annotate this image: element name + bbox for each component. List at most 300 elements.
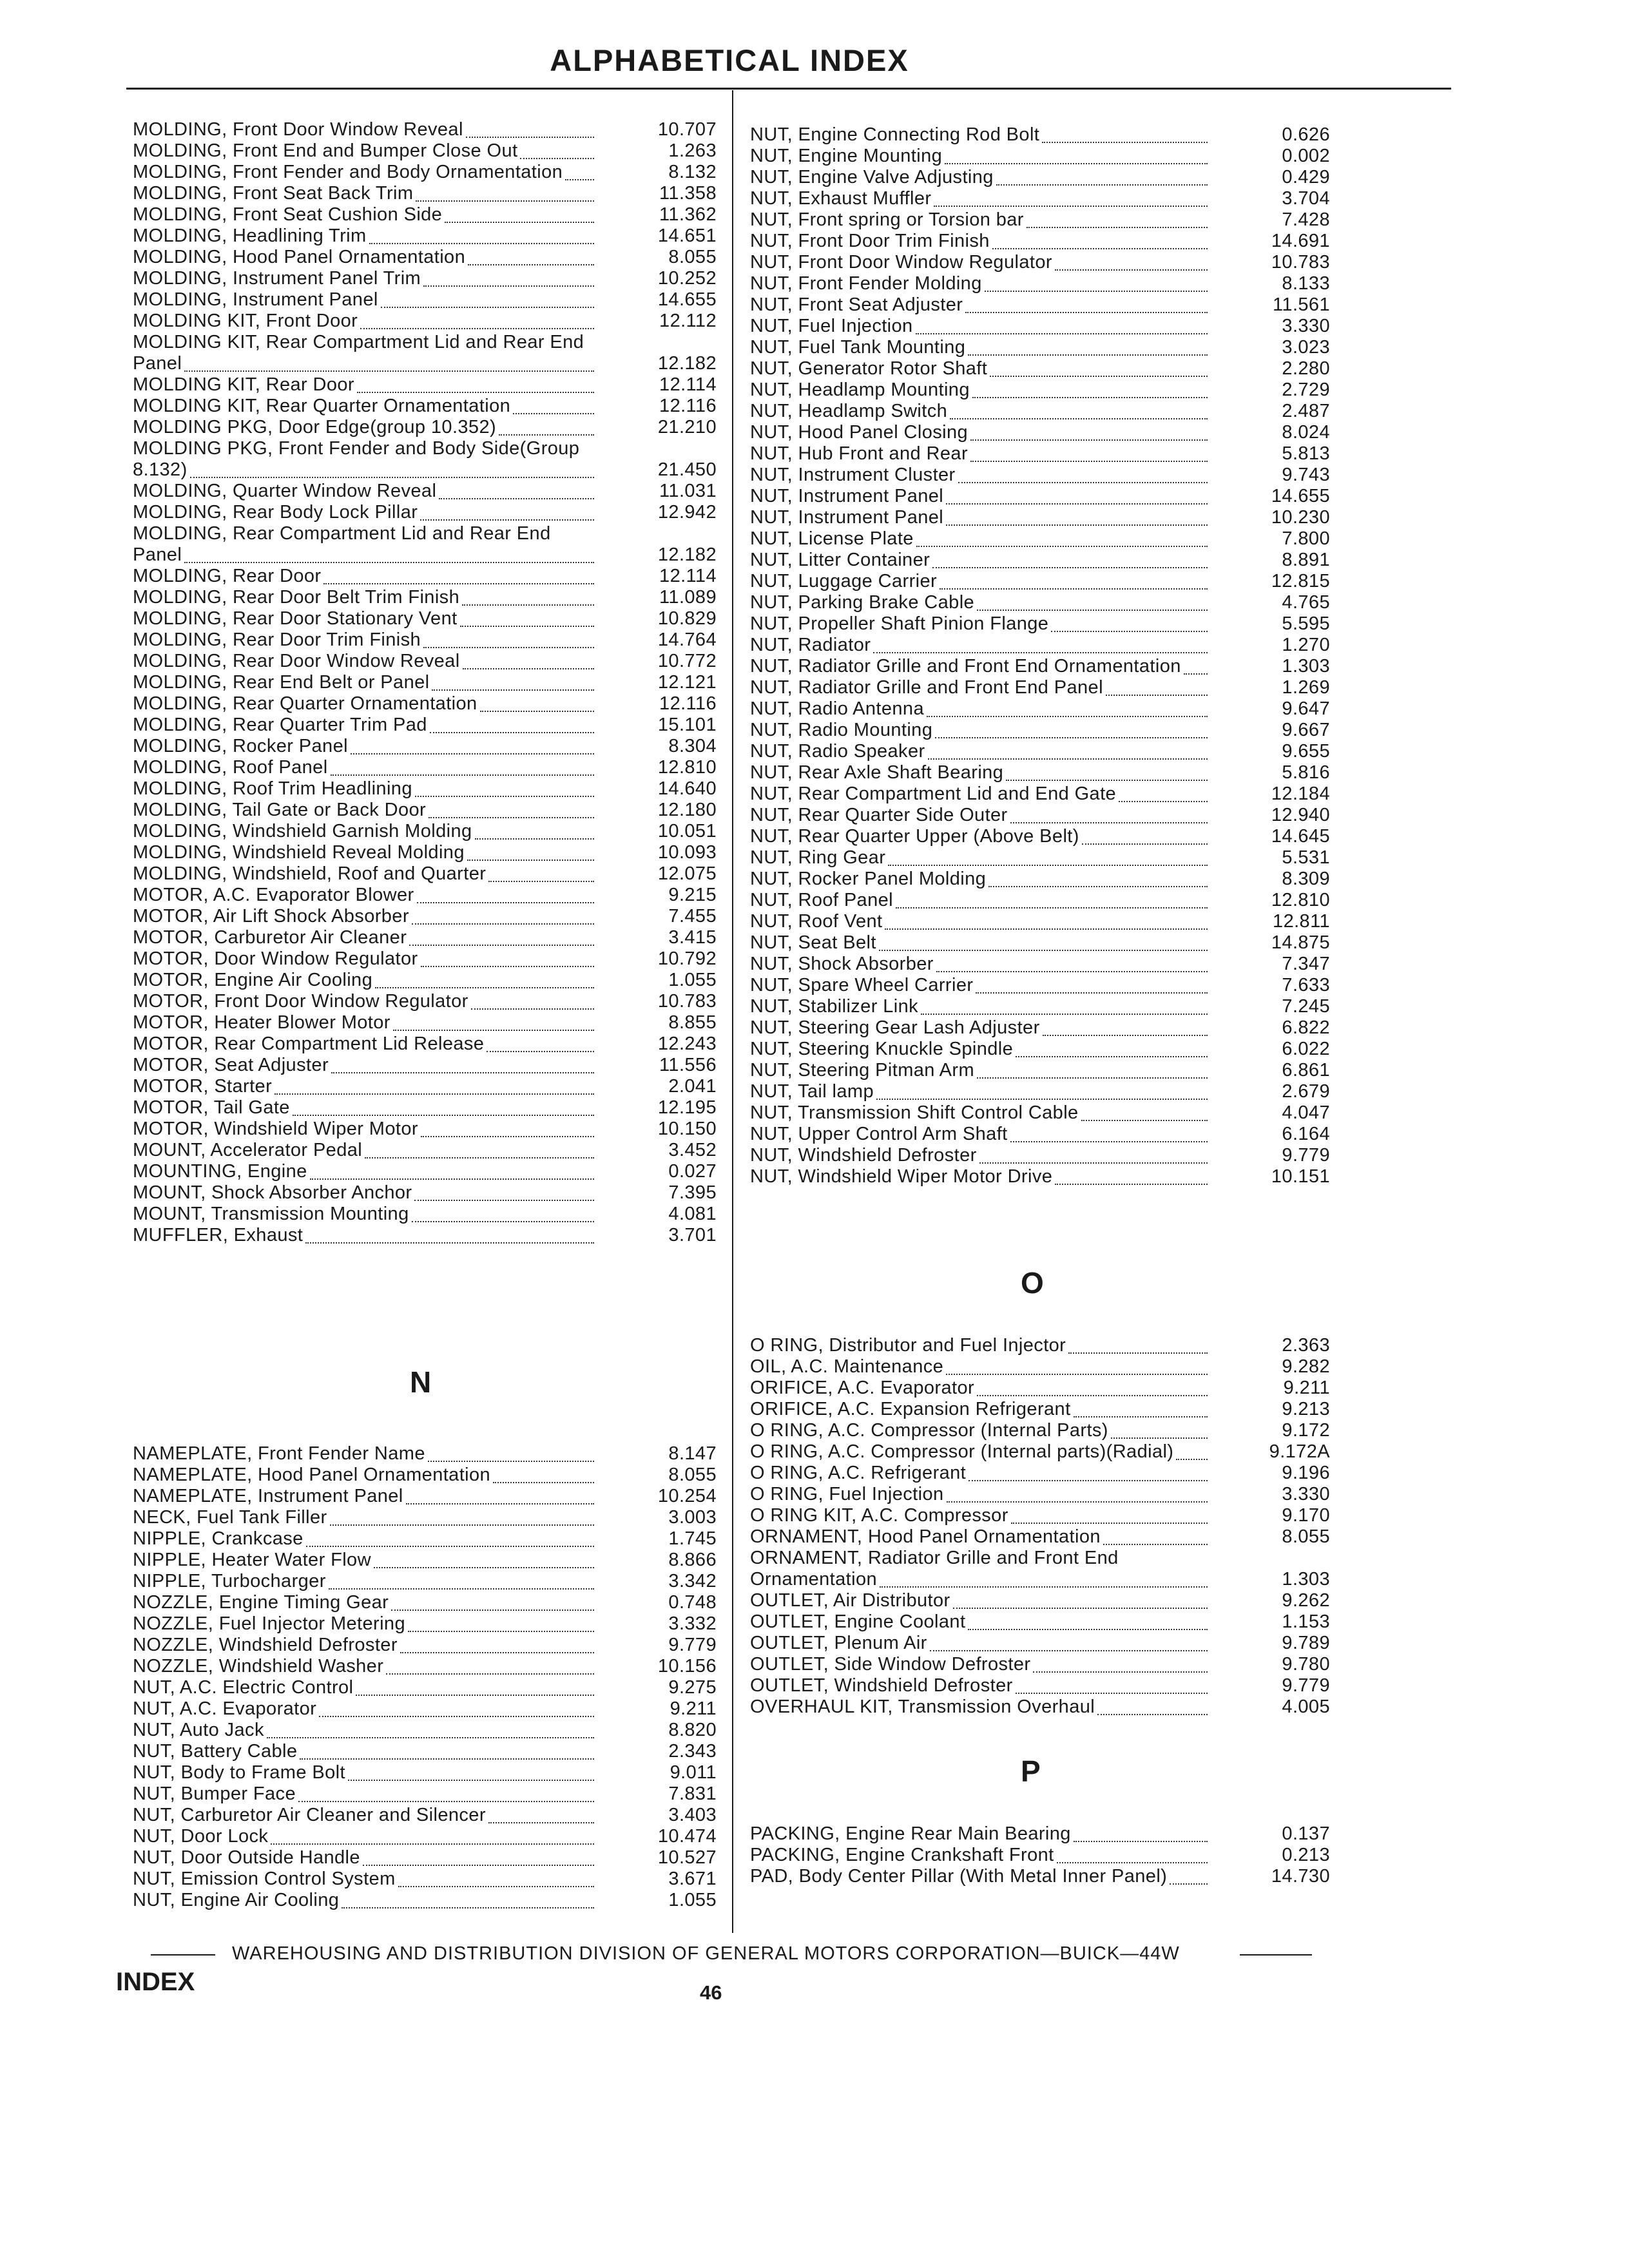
entry-label: NUT, Body to Frame Bolt <box>133 1762 345 1783</box>
entry-label: MOLDING, Front End and Bumper Close Out <box>133 140 518 161</box>
index-entry <box>750 847 1330 869</box>
dot-leader <box>184 562 594 563</box>
dot-leader <box>1016 1056 1208 1057</box>
entry-page-ref: 10.792 <box>657 948 717 969</box>
entry-label: MOTOR, Engine Air Cooling <box>133 970 373 990</box>
index-entry <box>133 1613 717 1635</box>
index-entry <box>133 311 717 332</box>
entry-label: NAMEPLATE, Hood Panel Ornamentation <box>133 1465 491 1485</box>
dot-leader <box>391 1610 594 1611</box>
dot-leader <box>357 392 594 393</box>
index-entry <box>133 268 717 289</box>
entry-label: NUT, Rear Axle Shaft Bearing <box>750 762 1004 783</box>
entry-page-ref: 3.704 <box>1282 188 1330 209</box>
entry-page-ref: 9.655 <box>1282 741 1330 762</box>
index-entry <box>750 1823 1330 1845</box>
dot-leader <box>293 1115 594 1116</box>
entry-page-ref: 2.729 <box>1282 380 1330 400</box>
entry-page-ref: 2.487 <box>1282 401 1330 421</box>
entry-label: MOLDING, Instrument Panel Trim <box>133 268 421 289</box>
entry-page-ref: 10.051 <box>657 821 717 841</box>
entry-label: NUT, Emission Control System <box>133 1869 396 1889</box>
index-entry <box>750 720 1330 741</box>
dot-leader <box>423 285 594 287</box>
entry-page-ref: 7.455 <box>668 906 717 927</box>
index-entry <box>750 762 1330 783</box>
entry-page-ref: 14.655 <box>1271 486 1330 506</box>
entry-label: O RING, A.C. Compressor (Internal parts)(Radial) <box>750 1441 1174 1462</box>
index-entry <box>750 571 1330 592</box>
entry-page-ref: 9.172A <box>1269 1441 1330 1462</box>
entry-page-ref: 9.743 <box>1282 465 1330 485</box>
index-entry <box>750 1441 1330 1463</box>
index-entry <box>750 592 1330 613</box>
entry-page-ref: 9.779 <box>1282 1145 1330 1166</box>
dot-leader <box>467 860 594 861</box>
entry-label: NAMEPLATE, Instrument Panel <box>133 1486 403 1506</box>
entry-label: MOLDING, Windshield Reveal Molding <box>133 842 465 863</box>
entry-label: MOLDING, Windshield, Roof and Quarter <box>133 863 487 884</box>
dot-leader <box>271 1843 594 1845</box>
entry-label: NOZZLE, Engine Timing Gear <box>133 1592 389 1613</box>
entry-label: NUT, Tail lamp <box>750 1081 874 1102</box>
entry-label: O RING, A.C. Refrigerant <box>750 1463 967 1483</box>
dot-leader <box>1006 780 1208 781</box>
entry-label: ORNAMENT, Hood Panel Ornamentation <box>750 1526 1101 1547</box>
index-entry <box>750 1399 1330 1420</box>
entry-label: OUTLET, Windshield Defroster <box>750 1675 1013 1696</box>
entry-page-ref: 9.211 <box>670 1698 717 1719</box>
entry-page-ref: 10.527 <box>657 1847 717 1868</box>
entry-page-ref: 12.184 <box>1271 783 1330 804</box>
index-entry <box>133 587 717 608</box>
entry-label: MOLDING, Rear Body Lock Pillar <box>133 502 418 523</box>
entry-page-ref: 9.213 <box>1282 1399 1330 1419</box>
entry-page-ref: 1.745 <box>668 1528 717 1549</box>
dot-leader <box>958 482 1208 483</box>
entry-label: NUT, A.C. Evaporator <box>133 1698 317 1719</box>
entry-label: NUT, Windshield Wiper Motor Drive <box>750 1166 1053 1187</box>
entry-page-ref: 7.347 <box>1282 954 1330 974</box>
index-entry <box>750 337 1330 358</box>
index-entry <box>750 1505 1330 1526</box>
entry-page-ref: 8.866 <box>668 1550 717 1570</box>
dot-leader <box>888 865 1208 866</box>
entry-page-ref: 1.055 <box>668 1890 717 1910</box>
entry-label: MOLDING, Hood Panel Ornamentation <box>133 247 466 267</box>
entry-label: MOTOR, Air Lift Shock Absorber <box>133 906 409 927</box>
entry-label: NUT, Front spring or Torsion bar <box>750 209 1024 230</box>
entry-label: MOLDING, Headlining Trim <box>133 226 367 246</box>
entry-label: NUT, Door Lock <box>133 1826 269 1847</box>
entry-label: NUT, Spare Wheel Carrier <box>750 975 974 995</box>
entry-label: NUT, Exhaust Muffler <box>750 188 932 209</box>
entry-page-ref: 11.561 <box>1273 294 1330 315</box>
index-entry <box>750 954 1330 975</box>
dot-leader <box>468 264 594 265</box>
dot-leader <box>565 179 594 180</box>
entry-page-ref: 1.153 <box>1282 1611 1330 1632</box>
dot-leader <box>342 1907 594 1908</box>
dot-leader <box>979 1162 1208 1164</box>
entry-page-ref: 9.170 <box>1282 1505 1330 1526</box>
dot-leader <box>879 950 1208 951</box>
entry-page-ref: 11.358 <box>659 183 717 204</box>
entry-page-ref: 5.813 <box>1282 443 1330 464</box>
index-entry <box>133 332 717 374</box>
dot-leader <box>916 546 1208 547</box>
entry-label: MOLDING, Front Seat Back Trim <box>133 183 414 204</box>
dot-leader <box>463 668 594 669</box>
index-entry <box>750 1166 1330 1187</box>
dot-leader <box>331 1072 594 1073</box>
entry-page-ref: 8.055 <box>1282 1526 1330 1547</box>
dot-leader <box>988 886 1208 887</box>
index-entry <box>750 1378 1330 1399</box>
index-entry <box>750 188 1330 209</box>
index-entry <box>133 1783 717 1805</box>
entry-page-ref: 1.269 <box>1282 677 1330 698</box>
dot-leader <box>1074 1841 1208 1842</box>
index-entry <box>133 1140 717 1161</box>
entry-label: O RING, A.C. Compressor (Internal Parts) <box>750 1420 1108 1441</box>
index-entry <box>750 401 1330 422</box>
entry-page-ref: 8.147 <box>668 1443 717 1464</box>
entry-page-ref: 12.112 <box>659 311 717 331</box>
index-entry <box>133 162 717 183</box>
entry-page-ref: 3.403 <box>668 1805 717 1825</box>
entry-label: MOLDING, Front Fender and Body Ornamentation <box>133 162 563 182</box>
entry-page-ref: 12.075 <box>657 863 717 884</box>
dot-leader <box>990 376 1208 377</box>
index-entry <box>750 656 1330 677</box>
index-entry <box>133 1741 717 1762</box>
entry-page-ref: 3.452 <box>668 1140 717 1160</box>
entry-label: NUT, Shock Absorber <box>750 954 934 974</box>
entry-page-ref: 14.651 <box>657 226 717 246</box>
index-entry <box>133 1592 717 1613</box>
index-entry <box>750 273 1330 294</box>
entry-page-ref: 4.765 <box>1282 592 1330 613</box>
entry-label: PACKING, Engine Rear Main Bearing <box>750 1823 1071 1844</box>
dot-leader <box>1111 1437 1208 1439</box>
dot-leader <box>916 333 1208 334</box>
entry-label: MOUNT, Accelerator Pedal <box>133 1140 363 1160</box>
entry-label: NUT, Ring Gear <box>750 847 886 868</box>
entry-page-ref: 0.429 <box>1282 167 1330 187</box>
dot-leader <box>360 328 594 329</box>
entry-page-ref: 9.282 <box>1282 1356 1330 1377</box>
dot-leader <box>408 1631 594 1632</box>
entry-page-ref: 12.182 <box>657 353 717 374</box>
dot-leader <box>369 243 594 244</box>
index-entry <box>750 1675 1330 1696</box>
index-entry <box>750 932 1330 954</box>
dot-leader <box>423 647 594 648</box>
dot-leader <box>374 1567 594 1568</box>
dot-leader <box>935 737 1208 738</box>
entry-label: NAMEPLATE, Front Fender Name <box>133 1443 425 1464</box>
index-entry <box>750 167 1330 188</box>
entry-label: NUT, Front Door Window Regulator <box>750 252 1052 273</box>
dot-leader <box>921 1014 1208 1015</box>
entry-page-ref: 11.031 <box>659 481 717 501</box>
entry-label: MOLDING, Roof Trim Headlining <box>133 778 412 799</box>
dot-leader <box>421 1136 594 1137</box>
dot-leader <box>880 1586 1208 1588</box>
dot-leader <box>1176 1459 1208 1460</box>
entry-page-ref: 12.114 <box>659 374 717 395</box>
index-entry <box>750 613 1330 635</box>
index-entry <box>133 736 717 757</box>
entry-page-ref: 9.211 <box>1283 1378 1330 1398</box>
entry-page-ref: 10.707 <box>657 119 717 140</box>
index-entry <box>750 890 1330 911</box>
footer-rule-right <box>1240 1954 1312 1956</box>
entry-label: MOUNT, Transmission Mounting <box>133 1204 409 1224</box>
index-entry <box>133 1097 717 1119</box>
dot-leader <box>439 498 594 499</box>
index-entry <box>133 1890 717 1911</box>
index-entry <box>750 1866 1330 1887</box>
entry-label: NIPPLE, Turbocharger <box>133 1571 326 1591</box>
index-entry <box>133 1805 717 1826</box>
index-entry <box>133 1486 717 1507</box>
entry-page-ref: 12.114 <box>659 566 717 586</box>
index-entry <box>133 1225 717 1246</box>
dot-leader <box>300 1758 594 1760</box>
dot-leader <box>414 1200 594 1201</box>
entry-label: MOUNTING, Engine <box>133 1161 307 1182</box>
index-entry <box>133 1033 717 1055</box>
index-entry <box>133 226 717 247</box>
index-entry <box>750 1039 1330 1060</box>
entry-label: NUT, Engine Valve Adjusting <box>750 167 994 187</box>
entry-label: NUT, Fuel Injection <box>750 316 913 336</box>
dot-leader <box>520 158 594 159</box>
index-entry <box>750 528 1330 550</box>
index-entry <box>133 204 717 226</box>
entry-label: NUT, Roof Vent <box>750 911 883 932</box>
dot-leader <box>416 200 594 202</box>
entry-label: NUT, Steering Knuckle Spindle <box>750 1039 1014 1059</box>
dot-leader <box>363 1865 594 1866</box>
entry-label: MOLDING, Instrument Panel <box>133 289 378 310</box>
dot-leader <box>946 1374 1208 1375</box>
dot-leader <box>412 1221 594 1222</box>
entry-label: MOLDING PKG, Door Edge(group 10.352) <box>133 417 497 437</box>
entry-page-ref: 12.182 <box>657 544 717 565</box>
dot-leader <box>1103 1544 1208 1545</box>
dot-leader <box>934 206 1208 207</box>
entry-label: MOLDING, Rear Compartment Lid and Rear End Panel <box>133 523 551 565</box>
entry-label: PACKING, Engine Crankshaft Front <box>750 1845 1054 1865</box>
entry-label: NUT, Instrument Panel <box>750 486 944 506</box>
section-letter-p: P <box>1021 1754 1041 1788</box>
index-entry <box>133 757 717 778</box>
index-entry <box>133 1528 717 1550</box>
entry-label: NUT, Battery Cable <box>133 1741 298 1762</box>
dot-leader <box>393 1030 594 1031</box>
dot-leader <box>445 222 594 223</box>
title-rule <box>126 88 1451 90</box>
entry-label: NUT, Litter Container <box>750 550 930 570</box>
entry-page-ref: 3.342 <box>668 1571 717 1591</box>
dot-leader <box>873 652 1208 653</box>
entry-page-ref: 0.213 <box>1282 1845 1330 1865</box>
entry-page-ref: 0.027 <box>668 1161 717 1182</box>
dot-leader <box>1119 801 1208 802</box>
index-entry <box>750 869 1330 890</box>
dot-leader <box>932 567 1208 568</box>
index-entry <box>750 1145 1330 1166</box>
index-column-o <box>750 1335 1330 1718</box>
entry-page-ref: 7.395 <box>668 1182 717 1203</box>
dot-leader <box>306 1546 594 1547</box>
dot-leader <box>977 1395 1208 1396</box>
entry-page-ref: 21.450 <box>657 459 717 480</box>
entry-page-ref: 12.243 <box>657 1033 717 1054</box>
dot-leader <box>946 524 1208 526</box>
entry-page-ref: 12.116 <box>659 693 717 714</box>
index-entry <box>750 380 1330 401</box>
dot-leader <box>475 838 594 840</box>
entry-page-ref: 8.055 <box>668 1465 717 1485</box>
entry-page-ref: 7.800 <box>1282 528 1330 549</box>
index-entry <box>750 1654 1330 1675</box>
entry-label: MOLDING, Rocker Panel <box>133 736 348 756</box>
entry-page-ref: 14.655 <box>657 289 717 310</box>
entry-page-ref: 14.640 <box>657 778 717 799</box>
index-entry <box>750 443 1330 465</box>
column-divider <box>732 90 733 1933</box>
entry-page-ref: 12.116 <box>659 396 717 416</box>
entry-label: NUT, Seat Belt <box>750 932 876 953</box>
entry-label: NUT, Hood Panel Closing <box>750 422 969 443</box>
dot-leader <box>375 987 594 988</box>
dot-leader <box>466 137 594 138</box>
entry-label: NIPPLE, Crankcase <box>133 1528 304 1549</box>
dot-leader <box>927 716 1208 717</box>
index-entry <box>750 1484 1330 1505</box>
entry-label: NUT, Roof Panel <box>750 890 893 910</box>
entry-label: NIPPLE, Heater Water Flow <box>133 1550 371 1570</box>
index-entry <box>133 374 717 396</box>
index-entry <box>750 1696 1330 1718</box>
dot-leader <box>885 928 1208 930</box>
entry-label: ORIFICE, A.C. Evaporator <box>750 1378 975 1398</box>
entry-label: NUT, Bumper Face <box>133 1783 296 1804</box>
entry-label: NUT, Front Seat Adjuster <box>750 294 963 315</box>
entry-label: O RING, Distributor and Fuel Injector <box>750 1335 1066 1356</box>
entry-page-ref: 9.667 <box>1282 720 1330 740</box>
dot-leader <box>1016 1693 1208 1694</box>
entry-page-ref: 12.810 <box>657 757 717 778</box>
dot-leader <box>430 732 594 733</box>
entry-page-ref: 7.245 <box>1282 996 1330 1017</box>
entry-label: NUT, Door Outside Handle <box>133 1847 360 1868</box>
entry-page-ref: 1.055 <box>668 970 717 990</box>
index-entry <box>750 231 1330 252</box>
entry-page-ref: 14.875 <box>1271 932 1330 953</box>
entry-label: MOTOR, Tail Gate <box>133 1097 290 1118</box>
entry-label: NUT, Propeller Shaft Pinion Flange <box>750 613 1049 634</box>
entry-label: NECK, Fuel Tank Filler <box>133 1507 327 1528</box>
entry-label: MOLDING, Roof Panel <box>133 757 328 778</box>
dot-leader <box>323 583 594 584</box>
entry-page-ref: 8.309 <box>1282 869 1330 889</box>
index-column-n-left <box>133 1443 717 1911</box>
dot-leader <box>1106 695 1208 696</box>
entry-label: NUT, Stabilizer Link <box>750 996 919 1017</box>
entry-page-ref: 0.748 <box>668 1592 717 1613</box>
index-entry <box>133 651 717 672</box>
index-entry <box>750 209 1330 231</box>
entry-page-ref: 8.133 <box>1282 273 1330 294</box>
dot-leader <box>488 1822 594 1823</box>
entry-page-ref: 10.783 <box>657 991 717 1012</box>
entry-label: NUT, Upper Control Arm Shaft <box>750 1124 1008 1144</box>
entry-label: MOLDING, Rear Quarter Trim Pad <box>133 715 427 735</box>
entry-label: OVERHAUL KIT, Transmission Overhaul <box>750 1696 1095 1717</box>
entry-page-ref: 11.362 <box>659 204 717 225</box>
entry-page-ref: 4.047 <box>1282 1102 1330 1123</box>
index-entry <box>750 805 1330 826</box>
entry-label: NUT, Auto Jack <box>133 1720 264 1740</box>
entry-page-ref: 6.822 <box>1282 1017 1330 1038</box>
footer-publisher: WAREHOUSING AND DISTRIBUTION DIVISION OF GENERAL MOTORS CORPORATION—BUICK—44W <box>232 1943 1180 1964</box>
index-entry <box>750 1590 1330 1611</box>
entry-page-ref: 5.816 <box>1282 762 1330 783</box>
dot-leader <box>1068 1352 1208 1354</box>
entry-page-ref: 14.691 <box>1271 231 1330 251</box>
dot-leader <box>462 604 594 606</box>
index-entry <box>750 1463 1330 1484</box>
index-entry <box>133 1720 717 1741</box>
entry-page-ref: 15.101 <box>657 715 717 735</box>
page-number: 46 <box>700 1981 722 2004</box>
dot-leader <box>487 1051 594 1052</box>
entry-label: MOLDING KIT, Rear Quarter Ornamentation <box>133 396 511 416</box>
dot-leader <box>386 1673 594 1675</box>
dot-leader <box>977 1077 1208 1079</box>
entry-page-ref: 0.137 <box>1282 1823 1330 1844</box>
index-entry <box>750 1335 1330 1356</box>
entry-label: NUT, Radio Speaker <box>750 741 925 762</box>
index-entry <box>750 783 1330 805</box>
dot-leader <box>992 248 1208 249</box>
index-entry <box>750 1356 1330 1378</box>
entry-label: MOLDING, Front Seat Cushion Side <box>133 204 443 225</box>
entry-page-ref: 14.730 <box>1271 1866 1330 1887</box>
dot-leader <box>381 307 594 308</box>
dot-leader <box>970 461 1208 462</box>
entry-label: MOLDING PKG, Front Fender and Body Side(Group 8.132) <box>133 438 580 480</box>
dot-leader <box>946 503 1208 505</box>
entry-label: NUT, Generator Rotor Shaft <box>750 358 988 379</box>
index-entry <box>750 1420 1330 1441</box>
dot-leader <box>1010 1141 1208 1142</box>
entry-page-ref: 5.595 <box>1282 613 1330 634</box>
index-entry <box>750 826 1330 847</box>
entry-label: MOLDING KIT, Rear Door <box>133 374 354 395</box>
dot-leader <box>365 1157 594 1158</box>
index-entry <box>750 422 1330 443</box>
entry-page-ref: 3.330 <box>1282 1484 1330 1504</box>
entry-label: NUT, Rear Quarter Side Outer <box>750 805 1008 825</box>
dot-leader <box>513 413 594 414</box>
index-entry <box>750 1845 1330 1866</box>
